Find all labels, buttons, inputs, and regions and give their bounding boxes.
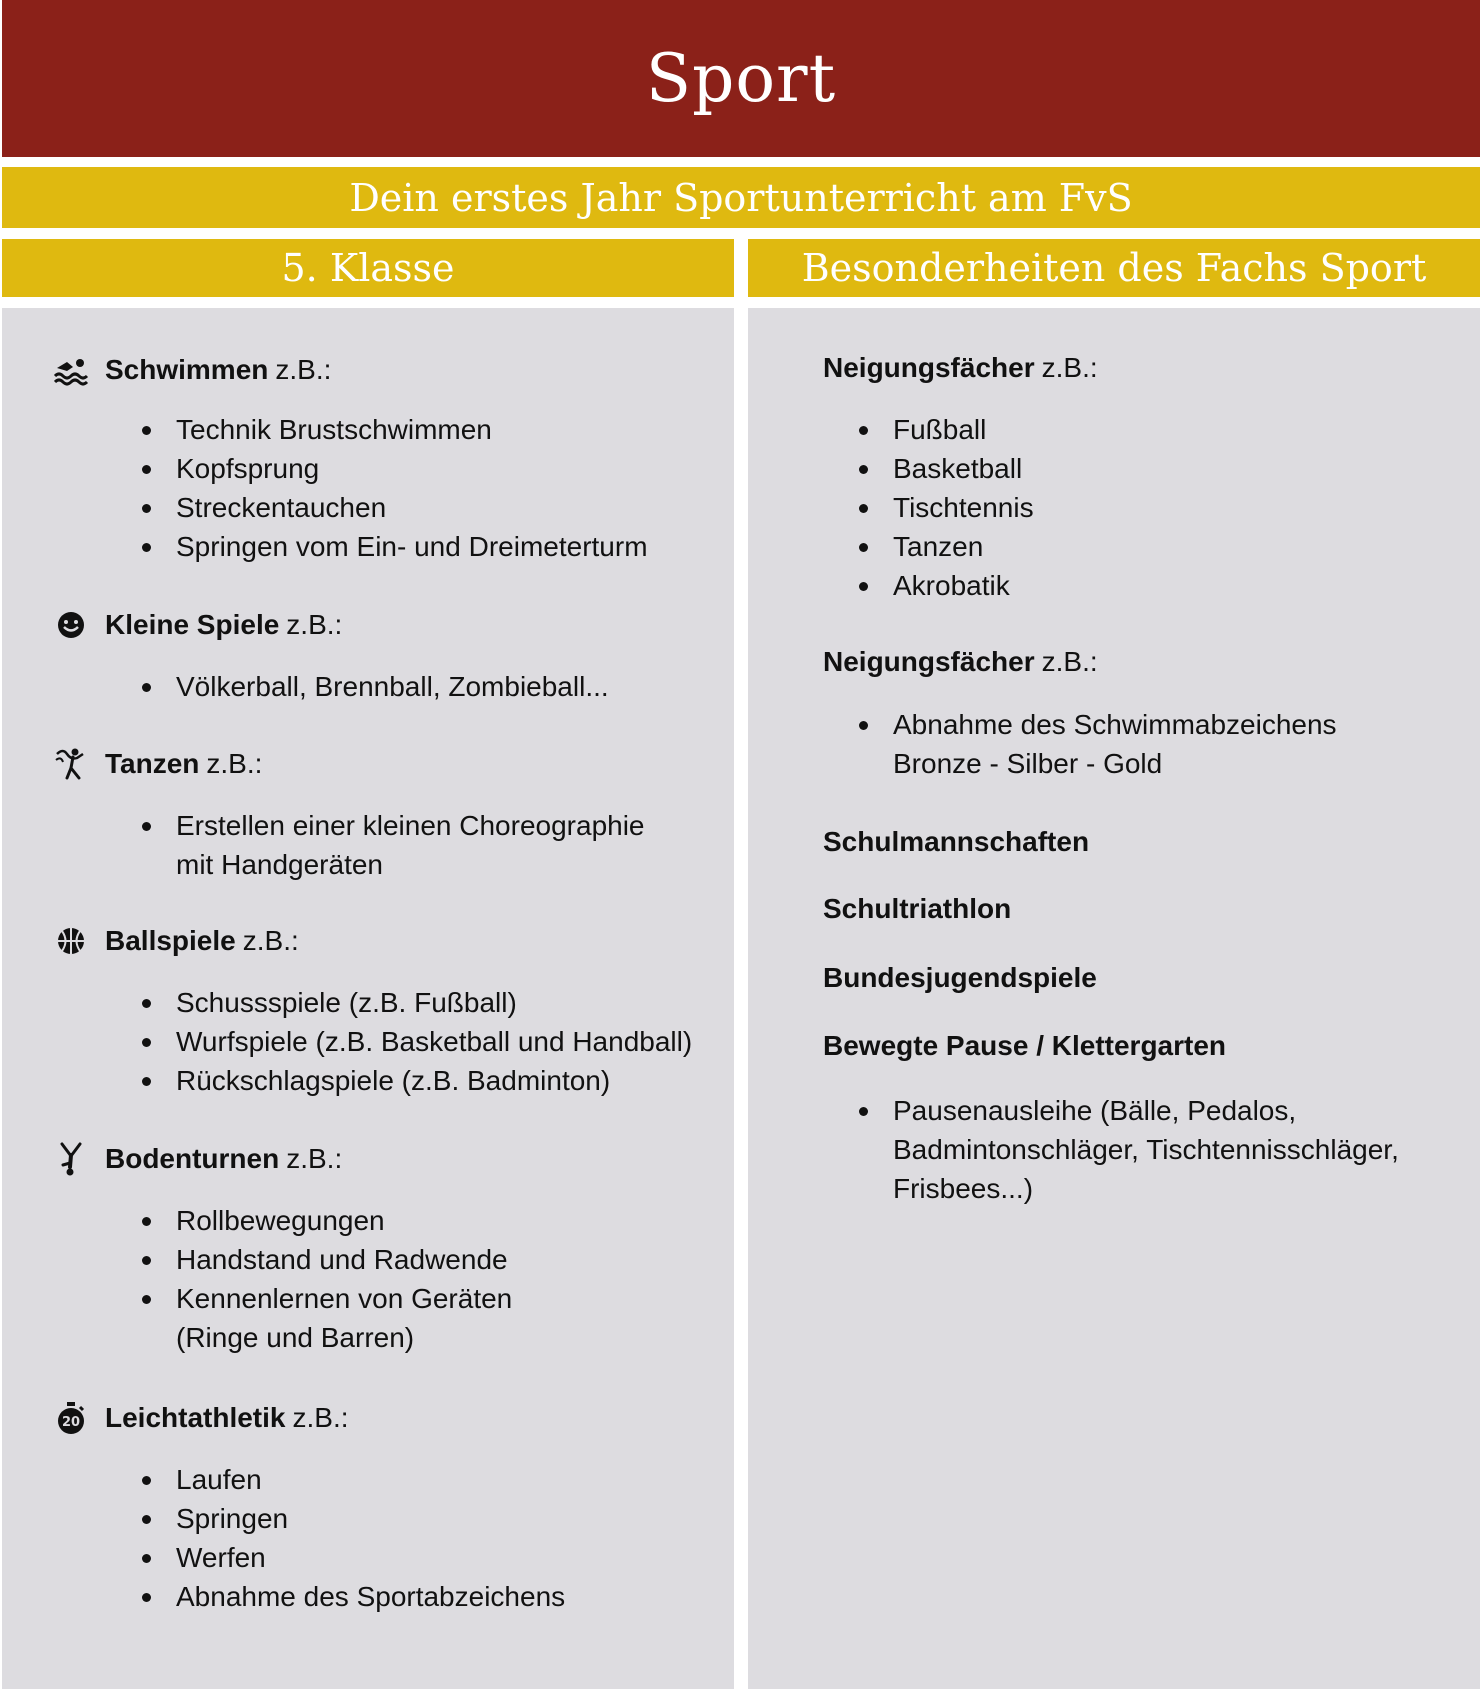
section-heading-swimming — [105, 352, 331, 388]
section-suffix: z.B.: — [206, 748, 263, 779]
section-suffix: z.B.: — [286, 609, 343, 640]
section-heading-electives-2 — [823, 646, 1098, 678]
swimmer-icon — [53, 352, 89, 388]
list-item: Basketball — [859, 449, 1034, 488]
list-swimming — [142, 410, 648, 566]
section-title: Schultriathlon — [823, 893, 1012, 924]
section-suffix: z.B.: — [286, 1143, 343, 1174]
subtitle-banner — [2, 167, 1480, 228]
section-suffix: z.B.: — [1041, 646, 1098, 677]
list-active-break — [859, 1091, 1399, 1208]
list-item: Springen — [142, 1499, 565, 1538]
section-heading-school-teams — [823, 826, 1096, 858]
basketball-icon — [53, 923, 89, 959]
list-item: Schussspiele (z.B. Fußball) — [142, 983, 692, 1022]
section-heading-electives — [823, 352, 1098, 384]
gymnast-icon — [53, 1141, 89, 1177]
section-heading-ball-games — [105, 923, 299, 959]
list-swim-badge — [859, 705, 1337, 783]
section-title: Bewegte Pause / Klettergarten — [823, 1030, 1227, 1061]
list-electives — [859, 410, 1034, 605]
list-item: Werfen — [142, 1538, 565, 1577]
section-suffix: z.B.: — [242, 925, 299, 956]
list-athletics — [142, 1460, 565, 1616]
list-floor-gymnastics — [142, 1201, 512, 1357]
section-title: Ballspiele — [105, 925, 236, 956]
dancer-icon — [53, 746, 89, 782]
section-heading-school-triathlon — [823, 893, 1018, 925]
list-item: Rückschlagspiele (z.B. Badminton) — [142, 1061, 692, 1100]
smiley-icon — [53, 607, 89, 643]
list-dance — [142, 806, 645, 884]
section-heading-floor-gymnastics — [105, 1141, 342, 1177]
list-ball-games — [142, 983, 692, 1100]
list-item: Pausenausleihe (Bälle, Pedalos, Badmintonschläger, Tischtennisschläger, Frisbees...) — [859, 1091, 1399, 1208]
list-item: Akrobatik — [859, 566, 1034, 605]
section-title: Leichtathletik — [105, 1402, 286, 1433]
section-heading-small-games — [105, 607, 342, 643]
section-title: Neigungsfächer — [823, 352, 1035, 383]
list-item: Handstand und Radwende — [142, 1240, 512, 1279]
section-heading-dance — [105, 746, 262, 782]
svg-text:20: 20 — [61, 1415, 81, 1430]
list-item: Kopfsprung — [142, 449, 648, 488]
list-item: Fußball — [859, 410, 1034, 449]
list-item: Streckentauchen — [142, 488, 648, 527]
list-item: Technik Brustschwimmen — [142, 410, 648, 449]
section-title: Neigungsfächer — [823, 646, 1035, 677]
left-column-header — [2, 239, 734, 297]
title-banner — [2, 0, 1480, 157]
page-title: Sport — [645, 40, 837, 117]
list-item: Abnahme des Sportabzeichens — [142, 1577, 565, 1616]
section-title: Schwimmen — [105, 354, 269, 385]
section-suffix: z.B.: — [292, 1402, 349, 1433]
list-item: Laufen — [142, 1460, 565, 1499]
stopwatch-icon — [53, 1400, 89, 1436]
list-item: Tischtennis — [859, 488, 1034, 527]
section-title: Schulmannschaften — [823, 826, 1090, 857]
section-suffix: z.B.: — [275, 354, 332, 385]
section-title: Bodenturnen — [105, 1143, 280, 1174]
section-title: Tanzen — [105, 748, 200, 779]
list-item: Tanzen — [859, 527, 1034, 566]
right-column-panel — [748, 308, 1480, 1689]
list-item: Rollbewegungen — [142, 1201, 512, 1240]
section-suffix: z.B.: — [1041, 352, 1098, 383]
list-item: Völkerball, Brennball, Zombieball... — [142, 667, 609, 706]
section-title: Bundesjugendspiele — [823, 962, 1097, 993]
list-small-games — [142, 667, 609, 706]
left-column-title: 5. Klasse — [281, 246, 455, 290]
right-column-header — [748, 239, 1480, 297]
list-item: Kennenlernen von Geräten (Ringe und Barren) — [142, 1279, 512, 1357]
section-heading-federal-youth-games — [823, 962, 1104, 994]
page-subtitle: Dein erstes Jahr Sportunterricht am FvS — [349, 175, 1133, 220]
list-item: Wurfspiele (z.B. Basketball und Handball) — [142, 1022, 692, 1061]
section-title: Kleine Spiele — [105, 609, 280, 640]
list-item: Springen vom Ein- und Dreimeterturm — [142, 527, 648, 566]
section-heading-athletics — [61, 1400, 349, 1436]
section-heading-active-break — [823, 1030, 1233, 1062]
list-item: Erstellen einer kleinen Choreographie mit Handgeräten — [142, 806, 645, 884]
list-item: Abnahme des Schwimmabzeichens Bronze - Silber - Gold — [859, 705, 1337, 783]
right-column-title: Besonderheiten des Fachs Sport — [801, 246, 1427, 290]
